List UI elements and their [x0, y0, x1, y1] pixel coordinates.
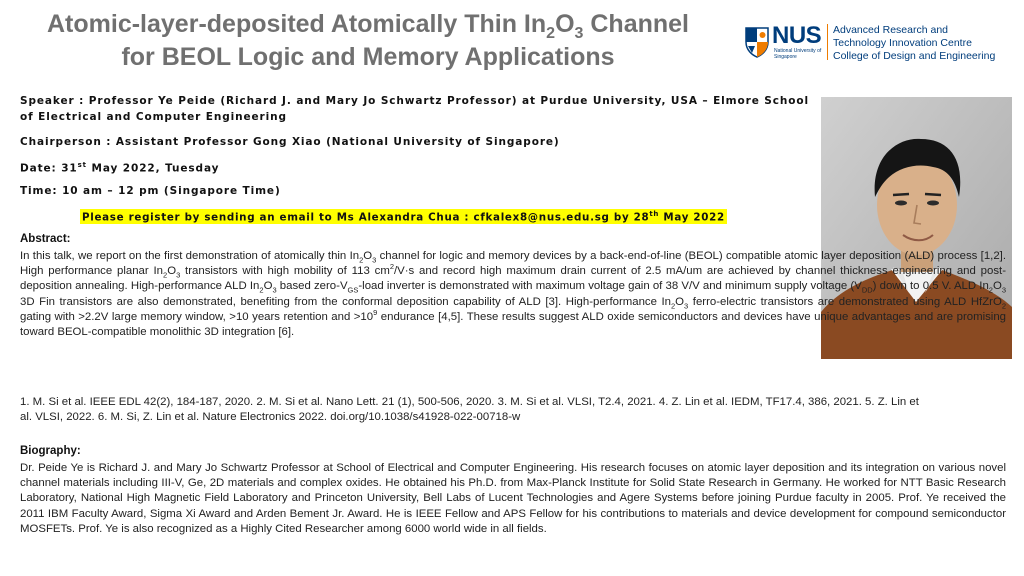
- abstract-text: In this talk, we report on the first demonstration of atomically thin $In_2O_3$ channel for logic and memory devices by a back-end-of-line (BEOL) compatible atomic layer deposition (ALD) process [1,2]. High performance planar $In_2O_3$ transistors with high mobility of 113 $cm^2/V\cdot s$ and record high maximum drain current of 2.5 mA/um are achieved by channel thickness engineering and post-deposition annealing. High-performance ALD $In_2O_3$ based zero-$V_{GS}$-load inverter is demonstrated with maximum voltage gain of 38 V/V and minimum supply voltage $(V_{DD})$ down to 0.5 V. ALD $In_2O_3$ 3D Fin transistors are also demonstrated, benefiting from the conformal deposition capability of ALD [3]. High-performance $In_2O_3$ ferro-electric transistors are demonstrated using ALD HfZrO$_2$ gating with >2.2V large memory window, >10 years retention and $>10^9$ endurance [4,5]. These results suggest ALD oxide semiconductors and devices have unique advantages and are promising toward BEOL-compatible monolithic 3D integration [6].: [20, 250, 1007, 339]
- nus-crest-icon: [744, 26, 770, 58]
- nus-wordmark-sub: National University of Singapore: [774, 48, 822, 60]
- event-title-line2: for BEOL Logic and Memory Applications: [121, 43, 615, 71]
- biography-heading: Biography:: [20, 445, 81, 457]
- chairperson: Chairperson : Assistant Professor Gong Xiao (National University of Singapore): [20, 136, 560, 148]
- centre-name-line1: Advanced Research and: [833, 24, 948, 36]
- references-line1: 1. M. Si et al. IEEE EDL 42(2), 184-187, 2020. 2. M. Si et al. Nano Lett. 21 (1), 500-506, 2020. 3. M. Si et al. VLSI, T2.4, 2021. 4. Z. Lin et al. IEDM, TF17.4, 386, 2021. 5. Z. Lin et: [20, 396, 919, 408]
- centre-name-line2: Technology Innovation Centre: [833, 37, 972, 49]
- nus-logo: [744, 22, 1014, 64]
- logo-divider: [827, 24, 828, 60]
- event-title-line1: Atomic-layer-deposited Atomically Thin $In_2O_3$ Channel: [47, 10, 689, 42]
- event-title: [18, 8, 718, 74]
- centre-name: [833, 24, 995, 63]
- abstract-heading: Abstract:: [20, 233, 71, 245]
- event-date: Date: 31st May 2022, Tuesday: [20, 161, 220, 175]
- speaker-line2: of Electrical and Computer Engineering: [20, 111, 287, 123]
- nus-wordmark: NUS: [772, 22, 822, 49]
- event-time: Time: 10 am – 12 pm (Singapore Time): [20, 185, 281, 197]
- speaker-line1: Speaker : Professor Ye Peide (Richard J. and Mary Jo Schwartz Professor) at Purdue University, USA – Elmore School: [20, 95, 809, 107]
- biography-text: Dr. Peide Ye is Richard J. and Mary Jo Schwartz Professor at School of Electrical and Computer Engineering. His research focuses on atomic layer deposition and its integration on various novel channel materials including III-V, Ge, 2D materials and complex oxides. He obtained his Ph.D. from Max-Planck Institute for Solid State Research in Germany. He worked for NTT Basic Research Laboratory, National High Magnetic Field Laboratory and Princeton University, Bell Labs of Lucent Technologies and Agere Systems before joining Purdue faculty in 2005. Prof. Ye received the 2011 IBM Faculty Award, Sigma Xi Award and Arden Bement Jr. Award. He is IEEE Fellow and APS Fellow for his contributions to materials and device development for compound semiconductor MOSFETs. Prof. Ye is also recognized as a Highly Cited Researcher among 6000 world wide in all fields.: [20, 462, 1006, 535]
- registration-notice: Please register by sending an email to Ms Alexandra Chua : cfkalex8@nus.edu.sg by 28th May 2022: [82, 210, 725, 224]
- references: [20, 395, 1006, 425]
- references-line2: al. VLSI, 2022. 6. M. Si, Z. Lin et al. Nature Electronics 2022. doi.org/10.1038/s41928-022-00718-w: [20, 411, 521, 424]
- centre-name-line3: College of Design and Engineering: [833, 50, 996, 62]
